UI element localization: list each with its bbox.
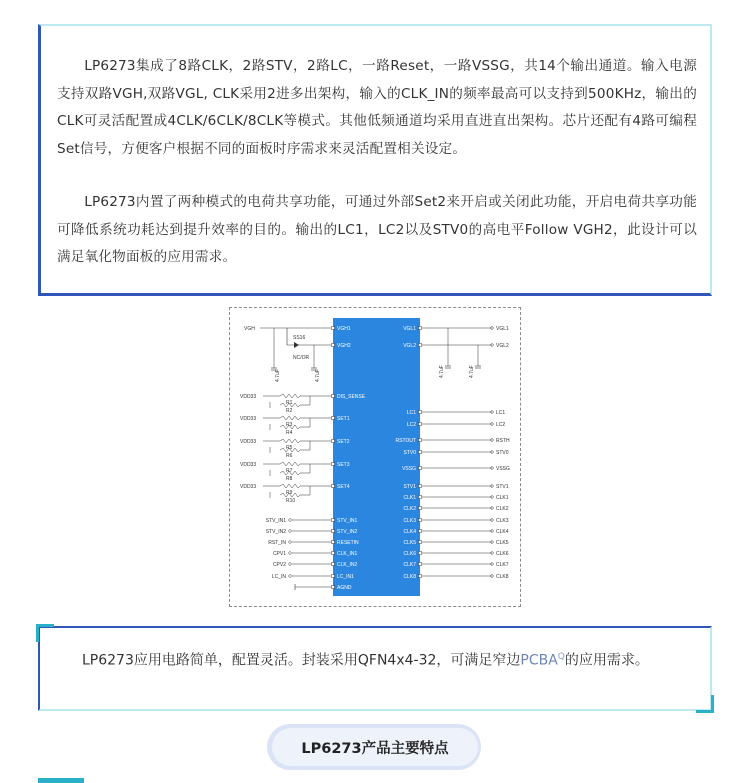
pin-label-left: VGH1 [337, 325, 351, 332]
pin-label-left: SET1 [337, 415, 350, 422]
net-label-left: VGH [244, 326, 255, 332]
summary-text-after: 的应用需求。 [564, 652, 649, 669]
pin-marker [332, 519, 335, 522]
resistor-symbol [280, 416, 300, 420]
pin-marker [419, 344, 422, 347]
resistor-label: R9 [286, 490, 293, 496]
net-label-right: CLK1 [496, 494, 509, 501]
pin-label-left: SET3 [337, 461, 350, 468]
summary-text-before: LP6273应用电路简单，配置灵活。封装采用QFN4x4-32，可满足窄边 [82, 652, 521, 669]
pin-label-right: RSTOUT [395, 437, 416, 444]
net-label-right: VGL2 [496, 342, 509, 349]
net-label-right: STV0 [496, 449, 509, 456]
resistor-label: R10 [286, 498, 296, 504]
net-label-left: CPV2 [272, 561, 286, 568]
pin-marker [419, 467, 422, 470]
pin-label-left: VGH2 [337, 342, 351, 349]
resistor-label: R8 [286, 476, 293, 482]
net-label-right: CLK4 [496, 528, 509, 535]
pin-label-right: CLK8 [403, 573, 416, 580]
pin-label-left: AGND [337, 584, 352, 591]
cap-label: 4.7uF [469, 365, 475, 378]
net-terminal [289, 519, 292, 522]
net-label-left: STV_IN1 [265, 517, 286, 524]
pin-label-left: STV_IN2 [337, 528, 358, 535]
summary-card [38, 626, 712, 711]
pin-marker [419, 411, 422, 414]
cap-label: 4.7uF [315, 369, 321, 382]
intro-paragraph-1: LP6273集成了8路CLK，2路STV，2路LC，一路Reset，一路VSSG，共14个输出通道。输入电源支持双路VGH,双路VGL, CLK采用2进多出架构，输入的CLK_IN的频率最高可以支持到500KHz，输出的CLK可灵活配置成4CLK/6CLK/8CLK等模式。其他低频通道均采用直进直出架构。芯片还配有4路可编程Set信号，方便客户根据不同的面板时序需求来灵活配置相关设定。 [57, 58, 697, 157]
resistor-label: R4 [286, 430, 293, 436]
nc-label: NC/OR [293, 355, 310, 361]
resistor-symbol [280, 394, 300, 398]
pin-marker [419, 541, 422, 544]
net-label-right: VSSG [496, 465, 510, 472]
resistor-label: R6 [286, 453, 293, 459]
pin-marker [419, 496, 422, 499]
net-label-right: CLK6 [496, 550, 509, 557]
resistor-symbol [280, 484, 300, 488]
section-title: LP6273产品主要特点 [272, 728, 478, 766]
cap-label: 4.7uF [275, 369, 281, 382]
pin-marker [332, 530, 335, 533]
pin-label-left: DIS_SENSE [337, 393, 366, 400]
cap-label: 4.7uF [439, 365, 445, 378]
net-label-left: VDD33 [240, 438, 257, 445]
application-circuit-diagram [229, 307, 521, 607]
pin-marker [332, 395, 335, 398]
net-label-left: VDD33 [240, 415, 257, 422]
net-label-left: VDD33 [240, 393, 257, 400]
pin-label-right: CLK1 [403, 494, 416, 501]
pin-marker [332, 327, 335, 330]
net-label-right: CLK2 [496, 505, 509, 512]
accent-bar [38, 778, 84, 783]
net-label-right: CLK5 [496, 539, 509, 546]
pin-marker [332, 440, 335, 443]
pin-marker [332, 463, 335, 466]
pin-label-left: CLK_IN2 [337, 561, 358, 568]
pin-marker [419, 563, 422, 566]
pin-label-left: SET4 [337, 483, 350, 490]
pin-label-right: CLK6 [403, 550, 416, 557]
net-label-right: CLK8 [496, 573, 509, 580]
pin-label-right: VGL1 [403, 325, 416, 332]
corner-decoration [36, 624, 54, 642]
pin-label-right: CLK2 [403, 505, 416, 512]
diode-symbol [294, 342, 299, 348]
pin-marker [332, 575, 335, 578]
circuit-svg [230, 308, 522, 608]
resistor-label: R1 [286, 400, 293, 406]
net-label-left: VDD33 [240, 483, 257, 490]
net-terminal [289, 530, 292, 533]
resistor-label: R5 [286, 445, 293, 451]
search-icon[interactable]: Q [557, 652, 565, 662]
net-label-right: CLK3 [496, 517, 509, 524]
pin-marker [332, 485, 335, 488]
pin-label-right: CLK7 [403, 561, 416, 568]
pin-marker [419, 485, 422, 488]
pin-label-right: CLK5 [403, 539, 416, 546]
pin-marker [332, 417, 335, 420]
pin-label-right: STV0 [403, 449, 416, 456]
net-terminal [289, 541, 292, 544]
pin-label-right: LC2 [406, 421, 416, 428]
pin-marker [332, 552, 335, 555]
pcba-link[interactable]: PCBA [520, 652, 558, 669]
pin-label-left: CLK_IN1 [337, 550, 358, 557]
resistor-label: R7 [286, 468, 293, 474]
resistor-label: R2 [286, 408, 293, 414]
pin-marker [419, 552, 422, 555]
intro-card [38, 24, 712, 296]
pin-marker [419, 451, 422, 454]
pin-label-right: CLK4 [403, 528, 416, 535]
resistor-symbol [280, 462, 300, 466]
pin-marker [419, 439, 422, 442]
net-label-right: STV1 [496, 483, 509, 490]
pin-label-left: STV_IN1 [337, 517, 358, 524]
pin-marker [419, 519, 422, 522]
resistor-label: R3 [286, 422, 293, 428]
net-terminal [289, 552, 292, 555]
pin-marker [332, 541, 335, 544]
pin-label-right: VSSG [402, 465, 416, 472]
net-label-right: RSTH [496, 437, 510, 444]
net-label-left: CPV1 [272, 550, 286, 557]
diode-label: SS16 [293, 335, 306, 341]
net-label-left: RST_IN [268, 539, 286, 546]
pin-label-right: LC1 [406, 409, 416, 416]
pin-marker [419, 530, 422, 533]
pin-label-left: SET2 [337, 438, 350, 445]
pin-label-left: RESETIN [337, 539, 359, 546]
pin-marker [419, 507, 422, 510]
pin-label-right: VGL2 [403, 342, 416, 349]
pin-marker [332, 586, 335, 589]
summary-paragraph [54, 644, 700, 675]
corner-decoration [696, 695, 714, 713]
pin-marker [419, 327, 422, 330]
net-terminal [289, 575, 292, 578]
net-label-right: LC2 [496, 421, 506, 428]
net-terminal [289, 563, 292, 566]
net-label-left: LC_IN [271, 573, 286, 580]
pin-label-right: STV1 [403, 483, 416, 490]
net-label-left: VDD33 [240, 461, 257, 468]
resistor-symbol [280, 439, 300, 443]
net-label-right: LC1 [496, 409, 506, 416]
pin-label-right: CLK3 [403, 517, 416, 524]
pin-marker [419, 423, 422, 426]
net-label-right: CLK7 [496, 561, 509, 568]
pin-marker [332, 344, 335, 347]
intro-paragraph-2: LP6273内置了两种模式的电荷共享功能，可通过外部Set2来开启或关闭此功能，开启电荷共享功能可降低系统功耗达到提升效率的目的。输出的LC1，LC2以及STV0的高电平Follow VGH2，此设计可以满足氧化物面板的应用需求。 [57, 194, 697, 265]
pin-marker [332, 563, 335, 566]
pin-label-left: LC_IN1 [337, 573, 354, 580]
pin-marker [419, 575, 422, 578]
net-label-left: STV_IN2 [265, 528, 286, 535]
net-label-right: VGL1 [496, 325, 509, 332]
